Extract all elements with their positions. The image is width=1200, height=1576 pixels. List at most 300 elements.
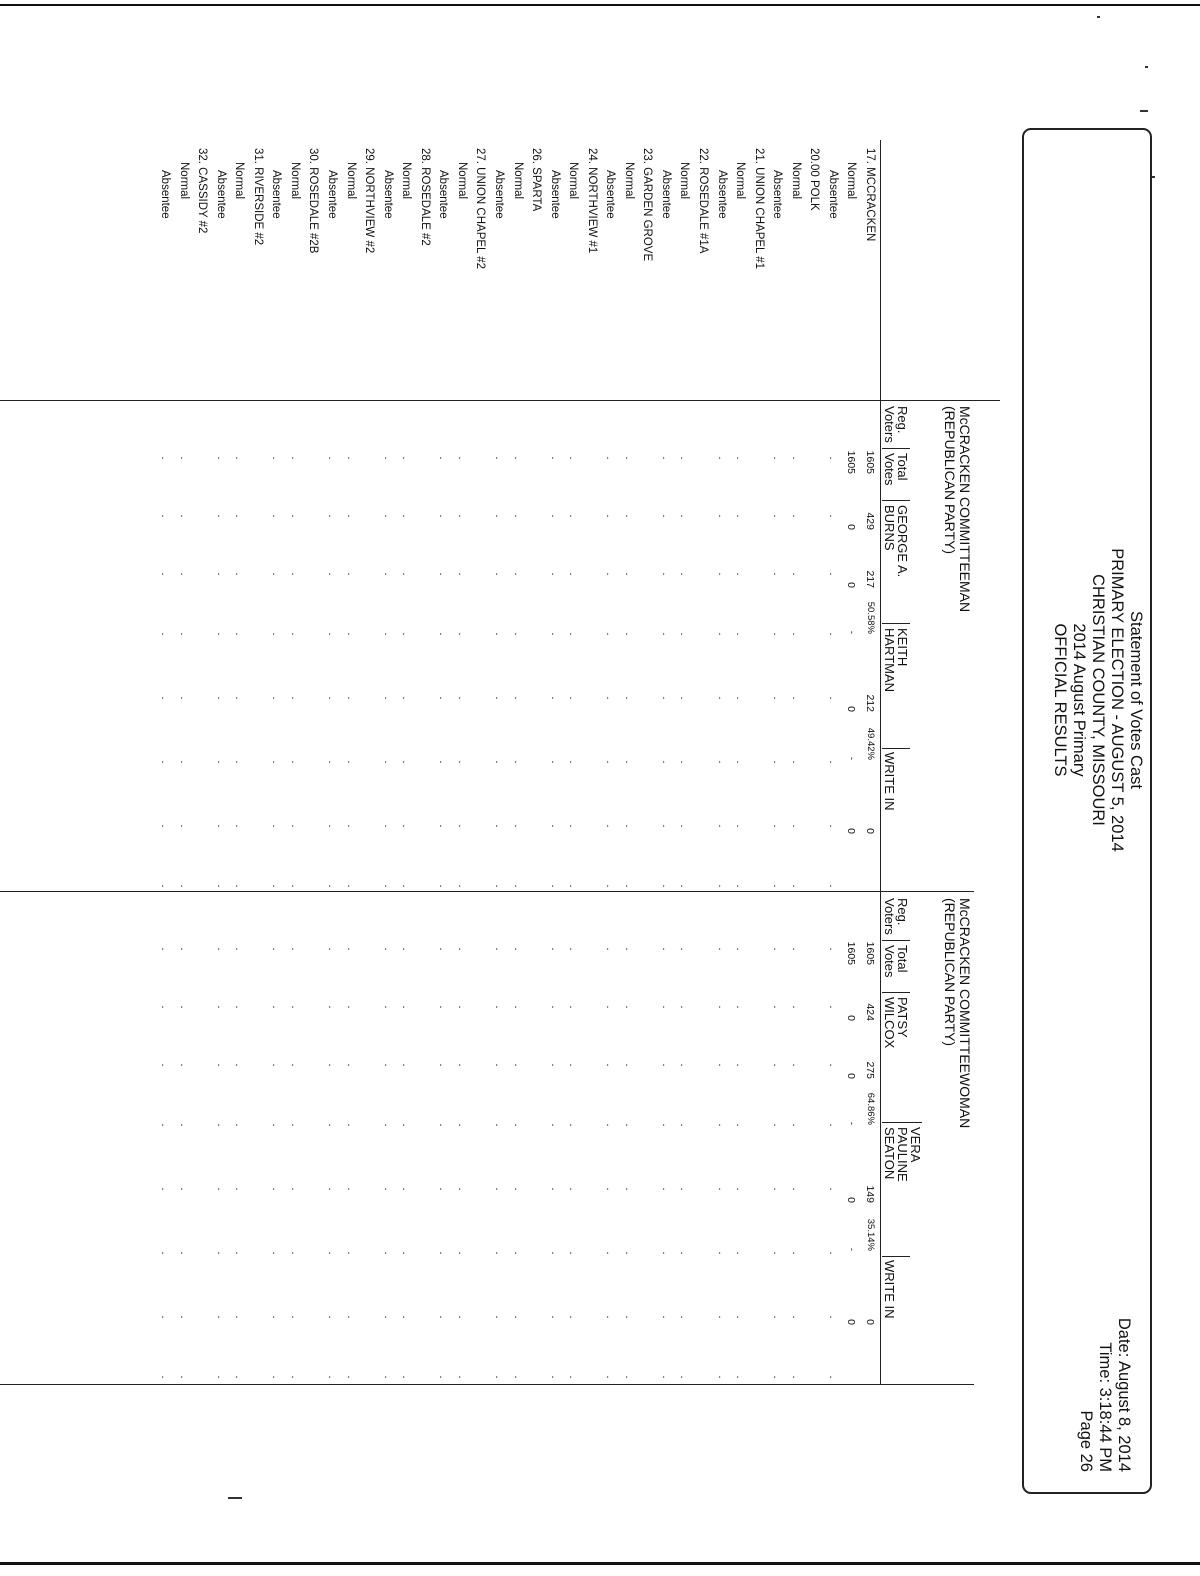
empty-cell-dot: . (715, 696, 728, 700)
empty-cell-dot: . (826, 1187, 839, 1191)
empty-cell-dot: . (344, 760, 357, 764)
report-date: Date: August 8, 2014 (1115, 1317, 1133, 1472)
empty-cell-dot: . (659, 632, 672, 636)
empty-cell-dot: . (715, 947, 728, 951)
empty-cell-dot: . (214, 1375, 227, 1379)
vote-type-label: Absentee (826, 170, 839, 219)
empty-cell-dot: . (233, 456, 246, 460)
empty-cell-dot: . (288, 514, 301, 518)
empty-cell-dot: . (455, 884, 468, 888)
precinct-name: 32. CASSIDY #2 (196, 148, 209, 234)
empty-cell-dot: . (400, 632, 413, 636)
empty-cell-dot: . (567, 572, 580, 576)
empty-cell-dot: . (233, 632, 246, 636)
empty-cell-dot: . (734, 632, 747, 636)
vote-cell: 424 (864, 1003, 876, 1021)
empty-cell-dot: . (826, 824, 839, 828)
empty-cell-dot: . (622, 696, 635, 700)
header-line: Voters (882, 898, 897, 935)
vote-type-label: Normal (622, 162, 635, 200)
header-line: KEITH (895, 628, 910, 667)
vote-cell: 0 (845, 1319, 858, 1325)
empty-cell-dot: . (326, 1251, 339, 1255)
empty-cell-dot: . (734, 456, 747, 460)
empty-cell-dot: . (177, 760, 190, 764)
empty-cell-dot: . (344, 1251, 357, 1255)
empty-cell-dot: . (511, 884, 524, 888)
empty-cell-dot: . (734, 1375, 747, 1379)
empty-cell-dot: . (511, 632, 524, 636)
empty-cell-dot: . (715, 1187, 728, 1191)
empty-cell-dot: . (826, 1251, 839, 1255)
empty-cell-dot: . (771, 1063, 784, 1067)
empty-cell-dot: . (771, 1375, 784, 1379)
empty-cell-dot: . (344, 884, 357, 888)
empty-cell-dot: . (548, 514, 561, 518)
empty-cell-dot: . (214, 514, 227, 518)
empty-cell-dot: . (288, 1251, 301, 1255)
empty-cell-dot: . (400, 456, 413, 460)
empty-cell-dot: . (400, 1251, 413, 1255)
vote-cell: 0 (864, 828, 876, 834)
empty-cell-dot: . (177, 947, 190, 951)
empty-cell-dot: . (437, 456, 450, 460)
empty-cell-dot: . (678, 884, 691, 888)
empty-cell-dot: . (159, 1123, 172, 1127)
empty-cell-dot: . (233, 696, 246, 700)
empty-cell-dot: . (214, 572, 227, 576)
empty-cell-dot: . (437, 1005, 450, 1009)
empty-cell-dot: . (734, 824, 747, 828)
empty-cell-dot: . (437, 824, 450, 828)
empty-cell-dot: . (511, 1063, 524, 1067)
header-line: SEATON (882, 1127, 897, 1180)
empty-cell-dot: . (493, 572, 505, 576)
empty-cell-dot: . (493, 824, 505, 828)
vote-cell: 0 (845, 828, 858, 834)
report-title (1050, 440, 1145, 960)
contest-title-line: McCRACKEN COMMITTEEMAN (957, 406, 973, 613)
empty-cell-dot: . (159, 696, 172, 700)
empty-cell-dot: . (493, 696, 505, 700)
empty-cell-dot: . (381, 760, 394, 764)
empty-cell-dot: . (214, 1315, 227, 1319)
empty-cell-dot: . (400, 1315, 413, 1319)
empty-cell-dot: . (622, 456, 635, 460)
vote-type-label: Absentee (326, 170, 339, 219)
empty-cell-dot: . (344, 1123, 357, 1127)
empty-cell-dot: . (548, 1251, 561, 1255)
empty-cell-dot: . (622, 824, 635, 828)
empty-cell-dot: . (604, 947, 617, 951)
empty-cell-dot: . (214, 1123, 227, 1127)
precinct-name: 17. MCCRACKEN (864, 148, 876, 242)
empty-cell-dot: . (288, 572, 301, 576)
empty-cell-dot: . (233, 1375, 246, 1379)
empty-cell-dot: . (567, 1251, 580, 1255)
empty-cell-dot: . (214, 1187, 227, 1191)
vote-type-label: Normal (678, 162, 691, 200)
empty-cell-dot: . (715, 572, 728, 576)
empty-cell-dot: . (789, 1251, 802, 1255)
empty-cell-dot: . (493, 1375, 505, 1379)
empty-cell-dot: . (734, 884, 747, 888)
column-separator (882, 1256, 910, 1257)
column-separator (882, 623, 910, 624)
empty-cell-dot: . (177, 1005, 190, 1009)
header-line: VERA (908, 1127, 923, 1163)
empty-cell-dot: . (326, 1123, 339, 1127)
empty-cell-dot: . (604, 1251, 617, 1255)
header-line: Reg. (895, 406, 910, 434)
empty-cell-dot: . (455, 1063, 468, 1067)
empty-cell-dot: . (511, 1375, 524, 1379)
empty-cell-dot: . (437, 514, 450, 518)
candidate-header (883, 997, 909, 1048)
empty-cell-dot: . (381, 1187, 394, 1191)
column-separator (882, 748, 910, 749)
empty-cell-dot: . (734, 514, 747, 518)
empty-cell-dot: . (604, 884, 617, 888)
empty-cell-dot: . (214, 1063, 227, 1067)
vote-cell: 35.14% (865, 1218, 876, 1251)
precinct-column-rule (0, 400, 1000, 401)
empty-cell-dot: . (400, 696, 413, 700)
empty-cell-dot: . (400, 572, 413, 576)
empty-cell-dot: . (511, 514, 524, 518)
empty-cell-dot: . (771, 514, 784, 518)
empty-cell-dot: . (159, 514, 172, 518)
empty-cell-dot: . (437, 1315, 450, 1319)
empty-cell-dot: . (622, 1005, 635, 1009)
empty-cell-dot: . (233, 1063, 246, 1067)
empty-cell-dot: . (678, 1187, 691, 1191)
empty-cell-dot: . (270, 696, 283, 700)
empty-cell-dot: . (177, 572, 190, 576)
empty-cell-dot: . (344, 1005, 357, 1009)
empty-cell-dot: . (344, 947, 357, 951)
empty-cell-dot: . (567, 1005, 580, 1009)
empty-cell-dot: . (455, 1251, 468, 1255)
empty-cell-dot: . (659, 1251, 672, 1255)
empty-cell-dot: . (734, 947, 747, 951)
empty-cell-dot: . (159, 824, 172, 828)
empty-cell-dot: . (437, 1063, 450, 1067)
vote-cell: 217 (864, 570, 876, 588)
precinct-name: 23. GARDEN GROVE (641, 148, 654, 262)
empty-cell-dot: . (326, 760, 339, 764)
empty-cell-dot: . (381, 456, 394, 460)
empty-cell-dot: . (548, 1123, 561, 1127)
empty-cell-dot: . (678, 696, 691, 700)
empty-cell-dot: . (715, 884, 728, 888)
empty-cell-dot: . (159, 1375, 172, 1379)
empty-cell-dot: . (400, 824, 413, 828)
empty-cell-dot: . (233, 824, 246, 828)
empty-cell-dot: . (437, 760, 450, 764)
empty-cell-dot: . (381, 1251, 394, 1255)
empty-cell-dot: . (159, 884, 172, 888)
empty-cell-dot: . (270, 947, 283, 951)
empty-cell-dot: . (715, 1375, 728, 1379)
column-separator (882, 500, 910, 501)
empty-cell-dot: . (326, 632, 339, 636)
empty-cell-dot: . (789, 760, 802, 764)
empty-cell-dot: . (270, 514, 283, 518)
empty-cell-dot: . (270, 1251, 283, 1255)
empty-cell-dot: . (400, 1123, 413, 1127)
empty-cell-dot: . (177, 1251, 190, 1255)
vote-type-label: Absentee (659, 170, 672, 219)
empty-cell-dot: . (326, 824, 339, 828)
empty-cell-dot: . (326, 884, 339, 888)
empty-cell-dot: . (288, 632, 301, 636)
empty-cell-dot: . (678, 760, 691, 764)
empty-cell-dot: . (437, 1251, 450, 1255)
empty-cell-dot: . (493, 514, 505, 518)
empty-cell-dot: . (511, 760, 524, 764)
vote-type-label: Absentee (159, 170, 172, 219)
empty-cell-dot: . (678, 824, 691, 828)
empty-cell-dot: . (344, 456, 357, 460)
empty-cell-dot: . (326, 456, 339, 460)
empty-cell-dot: . (511, 824, 524, 828)
empty-cell-dot: . (344, 1187, 357, 1191)
empty-cell-dot: . (177, 514, 190, 518)
empty-cell-dot: . (511, 1187, 524, 1191)
candidate-header (883, 752, 896, 811)
empty-cell-dot: . (678, 1375, 691, 1379)
empty-cell-dot: . (455, 696, 468, 700)
empty-cell-dot: . (400, 947, 413, 951)
empty-cell-dot: . (567, 632, 580, 636)
empty-cell-dot: . (622, 884, 635, 888)
empty-cell-dot: . (826, 572, 839, 576)
empty-cell-dot: . (659, 1123, 672, 1127)
empty-cell-dot: . (326, 696, 339, 700)
empty-cell-dot: . (789, 1315, 802, 1319)
empty-cell-dot: . (659, 1187, 672, 1191)
empty-cell-dot: . (678, 1251, 691, 1255)
candidate-header (883, 628, 909, 692)
empty-cell-dot: . (771, 572, 784, 576)
empty-cell-dot: . (826, 760, 839, 764)
vote-cell: 0 (845, 1073, 858, 1079)
empty-cell-dot: . (715, 1005, 728, 1009)
empty-cell-dot: . (270, 760, 283, 764)
empty-cell-dot: . (659, 824, 672, 828)
empty-cell-dot: . (567, 456, 580, 460)
vote-cell: 429 (864, 512, 876, 530)
empty-cell-dot: . (270, 1375, 283, 1379)
column-separator (882, 992, 910, 993)
title-line: 2014 August Primary (1070, 623, 1088, 777)
empty-cell-dot: . (548, 1005, 561, 1009)
empty-cell-dot: . (604, 1005, 617, 1009)
empty-cell-dot: . (622, 760, 635, 764)
empty-cell-dot: . (270, 1187, 283, 1191)
empty-cell-dot: . (288, 1315, 301, 1319)
empty-cell-dot: . (233, 1251, 246, 1255)
title-line: PRIMARY ELECTION - AUGUST 5, 2014 (1108, 548, 1126, 852)
precinct-name: 27. UNION CHAPEL #2 (474, 148, 487, 270)
empty-cell-dot: . (233, 514, 246, 518)
empty-cell-dot: . (604, 514, 617, 518)
empty-cell-dot: . (159, 1315, 172, 1319)
reg-voters-header (883, 898, 909, 935)
empty-cell-dot: . (233, 1315, 246, 1319)
vote-cell: 1605 (845, 450, 858, 474)
empty-cell-dot: . (567, 1063, 580, 1067)
empty-cell-dot: . (400, 1005, 413, 1009)
empty-cell-dot: . (678, 572, 691, 576)
empty-cell-dot: . (548, 456, 561, 460)
empty-cell-dot: . (511, 1251, 524, 1255)
reg-voters-header (883, 406, 909, 443)
empty-cell-dot: . (548, 1315, 561, 1319)
empty-cell-dot: . (381, 632, 394, 636)
empty-cell-dot: . (548, 1375, 561, 1379)
empty-cell-dot: . (604, 1063, 617, 1067)
empty-cell-dot: . (826, 632, 839, 636)
empty-cell-dot: . (493, 1315, 505, 1319)
empty-cell-dot: . (344, 632, 357, 636)
empty-cell-dot: . (771, 1251, 784, 1255)
empty-cell-dot: . (270, 824, 283, 828)
empty-cell-dot: . (177, 884, 190, 888)
empty-cell-dot: . (567, 696, 580, 700)
empty-cell-dot: . (826, 884, 839, 888)
empty-cell-dot: . (622, 1315, 635, 1319)
empty-cell-dot: . (455, 632, 468, 636)
empty-cell-dot: . (715, 632, 728, 636)
header-line: WRITE IN (882, 1260, 897, 1319)
empty-cell-dot: . (288, 824, 301, 828)
empty-cell-dot: . (826, 1005, 839, 1009)
vote-cell: - (846, 1247, 858, 1251)
empty-cell-dot: . (771, 696, 784, 700)
vote-cell: 0 (845, 524, 858, 530)
empty-cell-dot: . (381, 696, 394, 700)
vote-type-label: Absentee (604, 170, 617, 219)
empty-cell-dot: . (233, 884, 246, 888)
empty-cell-dot: . (493, 632, 505, 636)
empty-cell-dot: . (437, 884, 450, 888)
empty-cell-dot: . (493, 884, 505, 888)
empty-cell-dot: . (288, 1063, 301, 1067)
empty-cell-dot: . (678, 456, 691, 460)
candidate-header (883, 1127, 922, 1182)
empty-cell-dot: . (511, 1123, 524, 1127)
empty-cell-dot: . (789, 1123, 802, 1127)
empty-cell-dot: . (826, 1123, 839, 1127)
empty-cell-dot: . (789, 696, 802, 700)
empty-cell-dot: . (400, 1187, 413, 1191)
empty-cell-dot: . (622, 1187, 635, 1191)
empty-cell-dot: . (344, 514, 357, 518)
candidate-header (883, 1260, 896, 1319)
empty-cell-dot: . (214, 884, 227, 888)
empty-cell-dot: . (604, 696, 617, 700)
empty-cell-dot: . (288, 947, 301, 951)
header-line: PAULINE (895, 1127, 910, 1182)
vote-type-label: Normal (734, 162, 747, 200)
empty-cell-dot: . (771, 1187, 784, 1191)
empty-cell-dot: . (344, 1375, 357, 1379)
empty-cell-dot: . (270, 632, 283, 636)
empty-cell-dot: . (734, 1315, 747, 1319)
vote-type-label: Normal (344, 162, 357, 200)
empty-cell-dot: . (400, 884, 413, 888)
header-line: Reg. (895, 898, 910, 926)
empty-cell-dot: . (715, 1251, 728, 1255)
empty-cell-dot: . (826, 1315, 839, 1319)
vote-type-label: Normal (455, 162, 468, 200)
empty-cell-dot: . (159, 632, 172, 636)
empty-cell-dot: . (715, 1123, 728, 1127)
empty-cell-dot: . (604, 632, 617, 636)
empty-cell-dot: . (326, 1375, 339, 1379)
empty-cell-dot: . (715, 1315, 728, 1319)
empty-cell-dot: . (771, 1123, 784, 1127)
empty-cell-dot: . (567, 1187, 580, 1191)
empty-cell-dot: . (511, 456, 524, 460)
empty-cell-dot: . (400, 1375, 413, 1379)
vote-type-label: Absentee (493, 170, 505, 219)
empty-cell-dot: . (288, 760, 301, 764)
report-date-block (1076, 1280, 1133, 1472)
header-line: Votes (882, 453, 897, 486)
empty-cell-dot: . (789, 1063, 802, 1067)
precinct-name: 22. ROSEDALE #1A (697, 148, 710, 254)
page-number: Page 26 (1077, 1410, 1095, 1472)
column-separator (882, 448, 910, 449)
empty-cell-dot: . (400, 514, 413, 518)
empty-cell-dot: . (344, 572, 357, 576)
empty-cell-dot: . (326, 947, 339, 951)
empty-cell-dot: . (455, 1375, 468, 1379)
candidate-header (883, 505, 909, 577)
empty-cell-dot: . (567, 760, 580, 764)
empty-cell-dot: . (455, 947, 468, 951)
column-separator (882, 1122, 922, 1123)
vote-cell: 212 (864, 694, 876, 712)
vote-cell: - (846, 1121, 858, 1125)
header-line: Total (895, 945, 910, 973)
table-header-rule (880, 140, 881, 1385)
empty-cell-dot: . (604, 572, 617, 576)
total-votes-header (883, 453, 909, 486)
empty-cell-dot: . (455, 1315, 468, 1319)
empty-cell-dot: . (789, 632, 802, 636)
empty-cell-dot: . (789, 947, 802, 951)
empty-cell-dot: . (567, 1123, 580, 1127)
empty-cell-dot: . (567, 514, 580, 518)
empty-cell-dot: . (288, 696, 301, 700)
empty-cell-dot: . (826, 1063, 839, 1067)
vote-cell: 0 (864, 1319, 876, 1325)
header-line: WILCOX (882, 997, 897, 1049)
empty-cell-dot: . (381, 1123, 394, 1127)
header-line: Total (895, 453, 910, 481)
vote-cell: 1605 (864, 450, 876, 474)
empty-cell-dot: . (826, 514, 839, 518)
vote-cell: - (846, 630, 858, 634)
empty-cell-dot: . (715, 514, 728, 518)
empty-cell-dot: . (604, 1187, 617, 1191)
empty-cell-dot: . (270, 1123, 283, 1127)
empty-cell-dot: . (622, 632, 635, 636)
